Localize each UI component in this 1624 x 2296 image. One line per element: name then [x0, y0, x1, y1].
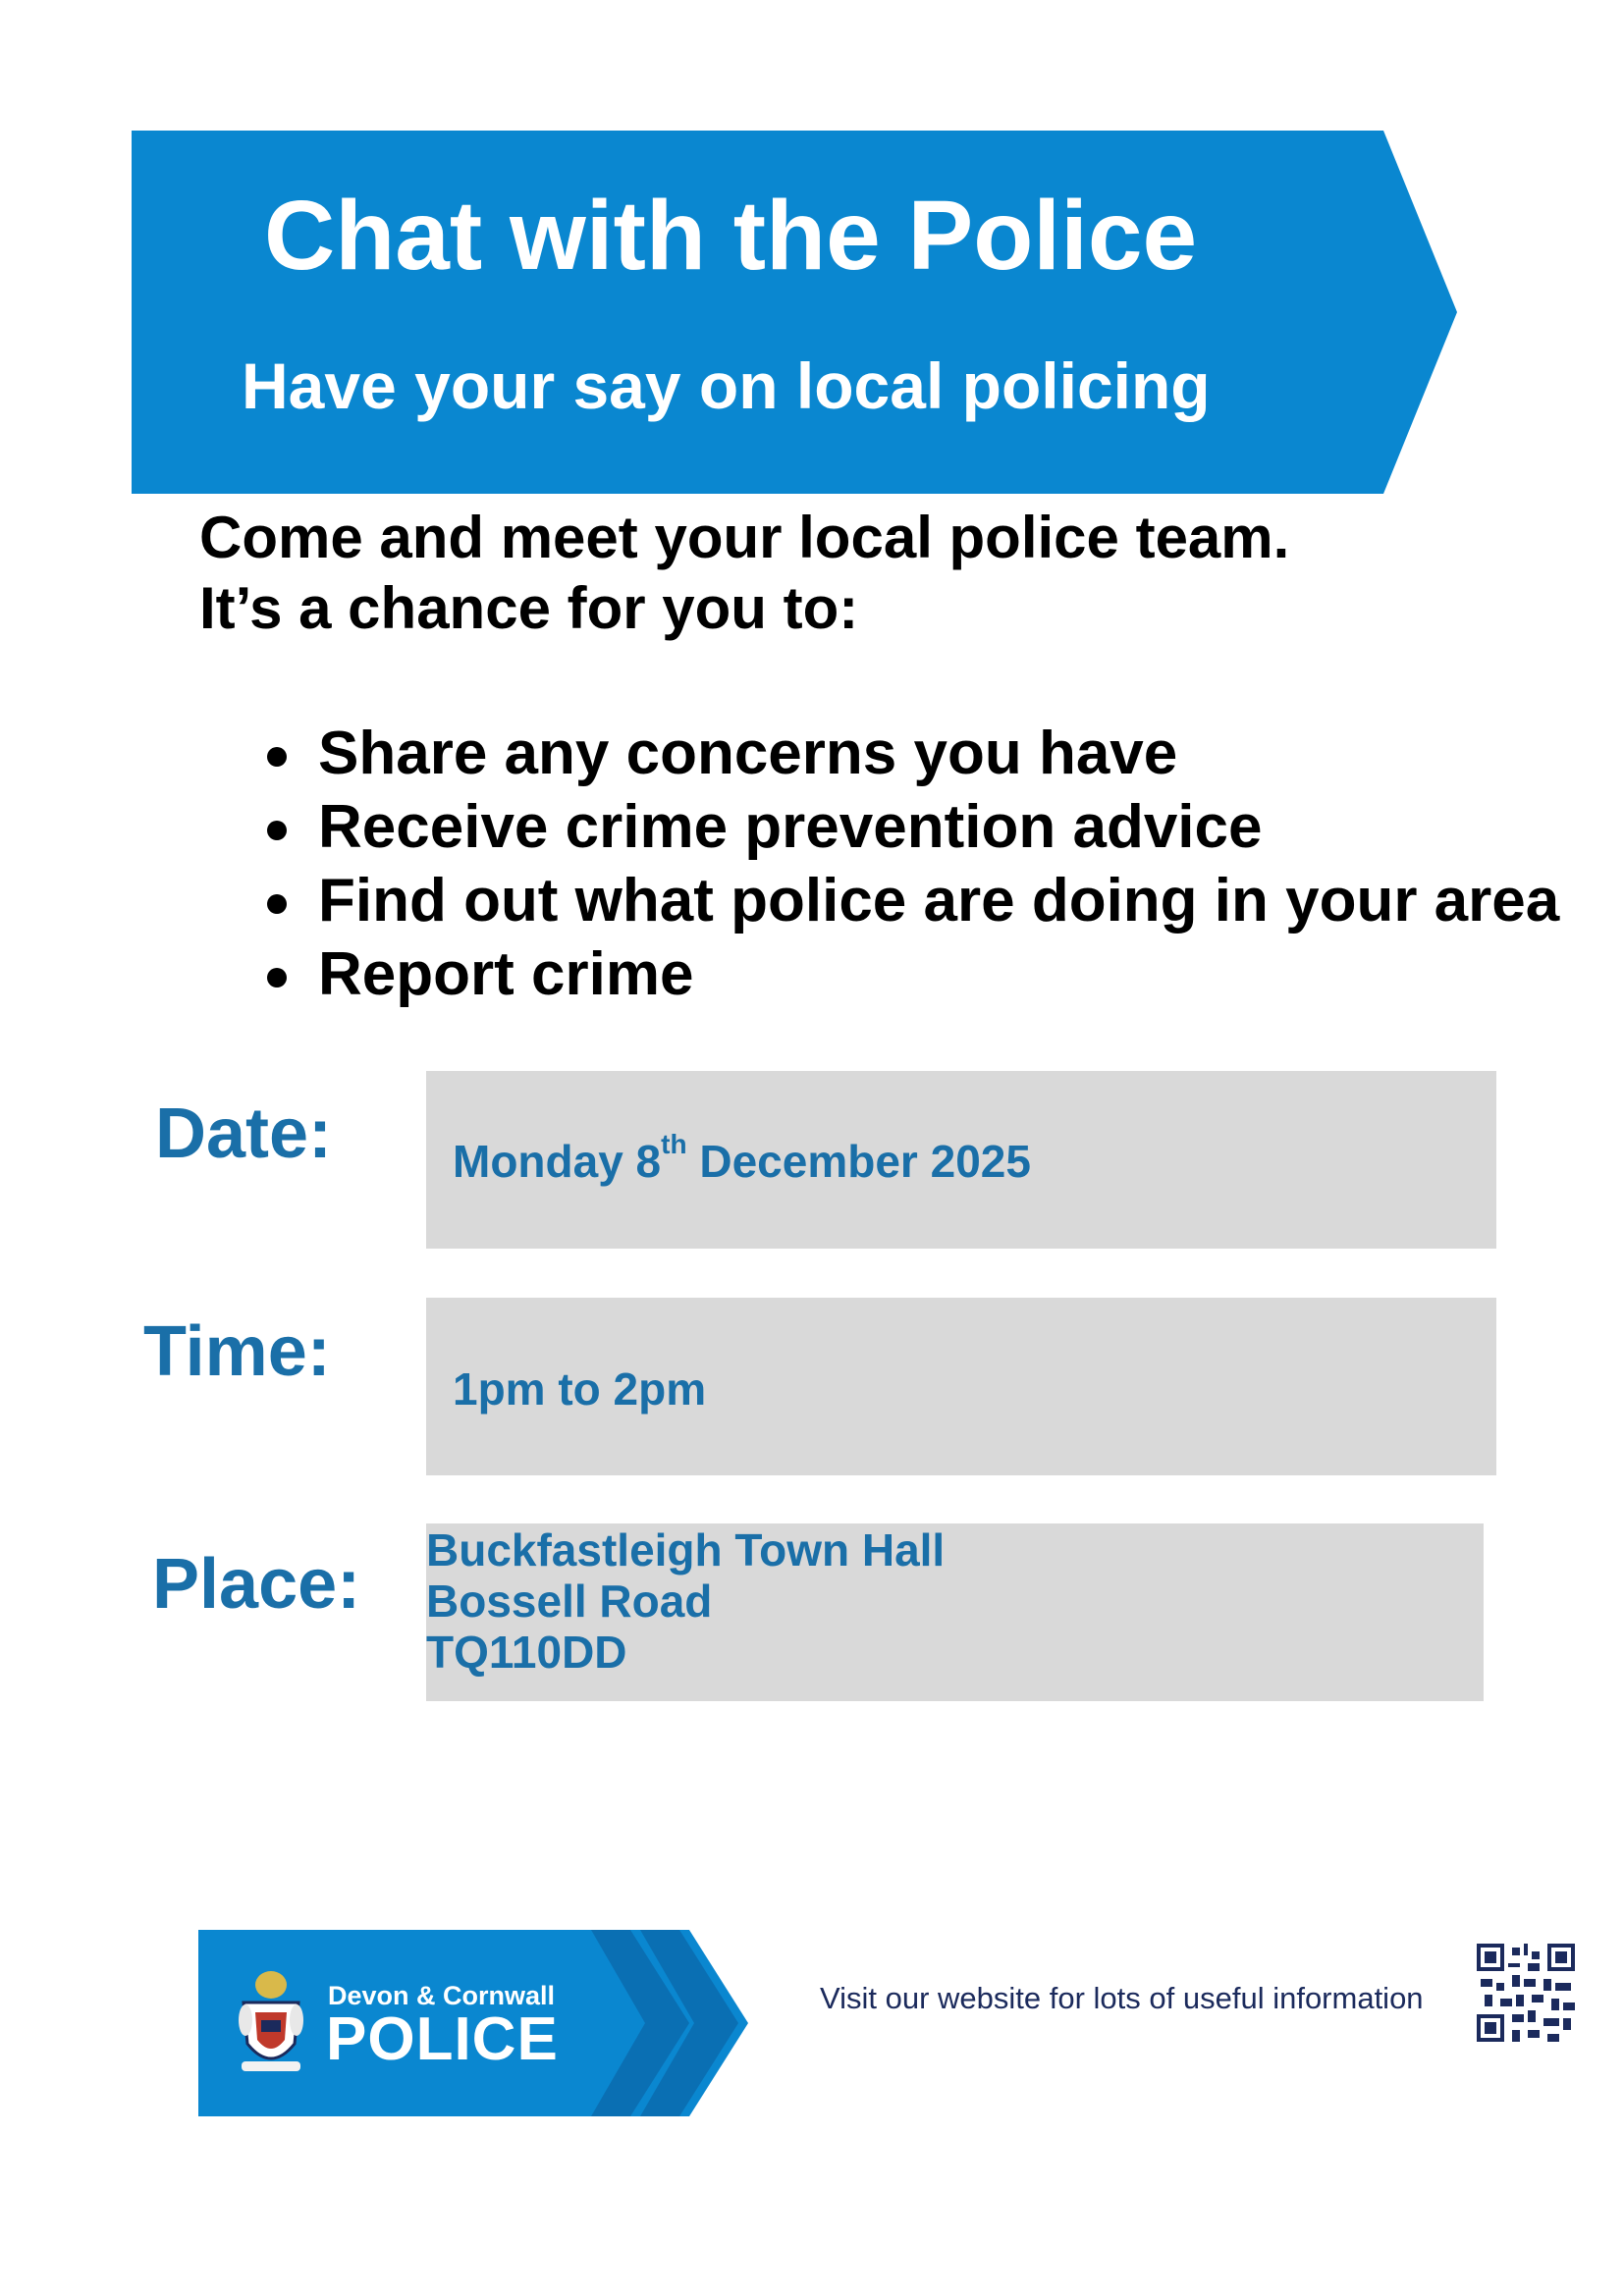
intro-text — [199, 503, 1289, 644]
page-title: Chat with the Police — [264, 181, 1198, 291]
list-item: Receive crime prevention advice — [267, 790, 1559, 864]
place-line: Bossell Road — [426, 1575, 713, 1627]
list-item: Report crime — [267, 937, 1559, 1011]
bullet-dot-icon — [267, 894, 287, 914]
time-value: 1pm to 2pm — [453, 1363, 707, 1415]
list-item: Find out what police are doing in your area — [267, 864, 1559, 937]
date-label: Date: — [155, 1095, 333, 1173]
place-line: TQ110DD — [426, 1627, 627, 1678]
place-label: Place: — [152, 1545, 361, 1624]
page-subtitle: Have your say on local policing — [242, 349, 1211, 422]
logo-subtext: Devon & Cornwall — [328, 1981, 556, 2010]
place-line: Buckfastleigh Town Hall — [426, 1524, 946, 1575]
header-banner — [132, 131, 1457, 494]
bullet-dot-icon — [267, 821, 287, 840]
bullet-dot-icon — [267, 968, 287, 988]
qr-code-icon — [1477, 1944, 1575, 2042]
logo-wordmark: POLICE — [326, 2005, 559, 2073]
place-value — [426, 1524, 945, 1678]
list-item: Share any concerns you have — [267, 717, 1559, 790]
intro-line-2: It’s a chance for you to: — [199, 575, 859, 641]
bullet-dot-icon — [267, 747, 287, 767]
time-label: Time: — [143, 1312, 331, 1391]
website-info-text: Visit our website for lots of useful information — [820, 1981, 1424, 2015]
crest-icon — [232, 1963, 310, 2079]
date-value: Monday 8th December 2025 — [453, 1129, 1031, 1187]
intro-line-1: Come and meet your local police team. — [199, 505, 1290, 570]
bullet-list — [267, 717, 1559, 1011]
police-logo — [198, 1930, 748, 2116]
